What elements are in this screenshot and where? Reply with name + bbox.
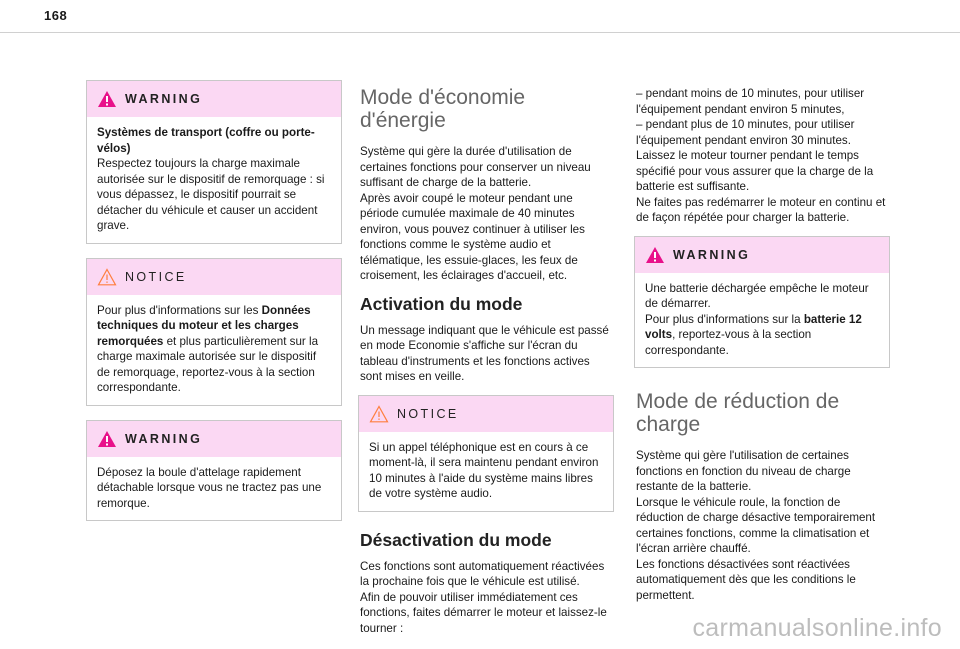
notice-title: NOTICE (125, 269, 187, 284)
notice-triangle-icon (369, 405, 389, 423)
warning-text: Respectez toujours la charge maximale autorisée sur le dispositif de remorquage : si vous dépassez, le dispositif pourrait se détacher du véhicule et causer un accident grave. (97, 157, 325, 232)
warning-triangle-icon (97, 90, 117, 108)
reduction-paragraph-2: Lorsque le véhicule roule, la fonction de réduction de charge désactive temporairement certaines fonctions, comme la climatisation et l'écran arrière chauffé. (636, 495, 876, 555)
warning-title: WARNING (125, 92, 203, 106)
deactivation-text (360, 559, 614, 637)
run-engine-text: Laissez le moteur tourner pendant le temps spécifié pour vous assurer que la charge de la batterie est suffisante. (636, 149, 874, 193)
subsection-title-activation: Activation du mode (360, 293, 523, 314)
warning-header (87, 421, 341, 457)
warning-header (87, 81, 341, 117)
intro-paragraph-1: Système qui gère la durée d'utilisation de certaines fonctions pour conserver un niveau suffisant de charge de la batterie. (360, 145, 591, 189)
warning-title: WARNING (125, 431, 203, 446)
notice-text-after: et plus particulièrement sur la charge maximale autorisée sur le dispositif de remorquage, reportez-vous à la section correspondante. (97, 334, 319, 394)
notice-triangle-icon (97, 268, 117, 286)
duration-item-2: – pendant plus de 10 minutes, pour utiliser l'équipement pendant environ 30 minutes. (636, 118, 855, 147)
warning-text-after: , reportez-vous à la section correspondante. (645, 328, 812, 357)
notice-text-bold: Données techniques du moteur et les charges remorquées (97, 303, 311, 348)
activation-text (360, 323, 614, 385)
warning-body (635, 273, 889, 368)
notice-box-technical-data (86, 258, 342, 406)
warning-title: WARNING (673, 247, 751, 262)
column-1 (86, 80, 342, 535)
notice-body (87, 295, 341, 405)
deactivation-paragraph-2: Afin de pouvoir utiliser immédiatement ces fonctions, faites démarrer le moteur et laissez-le tourner : (360, 590, 607, 635)
energy-economy-intro (360, 144, 614, 284)
column-2 (358, 80, 614, 646)
warning-triangle-icon (645, 246, 665, 264)
deactivation-paragraph-1: Ces fonctions sont automatiquement réactivées la prochaine fois que le véhicule est utilisé. (360, 559, 605, 588)
load-reduction-text (636, 448, 890, 603)
header-divider (0, 32, 960, 33)
warning-header (635, 237, 889, 273)
section-title-energy-economy: Mode d'économie d'énergie (360, 86, 526, 132)
notice-text-before: Pour plus d'informations sur les (97, 303, 262, 317)
warning-heading: Systèmes de transport (coffre ou porte-vélos) (97, 126, 315, 155)
warning-box-battery (634, 236, 890, 369)
section-title-load-reduction: Mode de réduction de charge (636, 390, 840, 436)
warning-text-1: Une batterie déchargée empêche le moteur de démarrer. (645, 281, 869, 310)
notice-box-phone-call (358, 395, 614, 512)
warning-box-transport (86, 80, 342, 244)
warning-body (87, 457, 341, 521)
warning-body (87, 117, 341, 243)
watermark: carmanualsonline.info (692, 614, 942, 642)
warning-text-before: Pour plus d'informations sur la (645, 312, 804, 326)
warning-text: Déposez la boule d'attelage rapidement détachable lorsque vous ne tractez pas une remorque. (97, 465, 322, 510)
reduction-paragraph-1: Système qui gère l'utilisation de certaines fonctions en fonction du niveau de charge restante de la batterie. (636, 449, 851, 493)
notice-title: NOTICE (397, 406, 459, 421)
notice-body (359, 432, 613, 511)
notice-text: Si un appel téléphonique est en cours à ce moment-là, il sera maintenu pendant environ 10 minutes à l'aide du système mains libres de votre système audio. (369, 440, 599, 500)
no-restart-text: Ne faites pas redémarrer le moteur en continu et de façon répétée pour charger la batterie. (636, 195, 886, 224)
reduction-paragraph-3: Les fonctions désactivées sont réactivées automatiquement dès que les conditions le permettent. (636, 557, 856, 602)
duration-item-1: – pendant moins de 10 minutes, pour utiliser l'équipement pendant environ 5 minutes, (636, 87, 865, 116)
subsection-title-deactivation: Désactivation du mode (360, 529, 552, 550)
intro-paragraph-2: Après avoir coupé le moteur pendant une période cumulée maximale de 40 minutes environ, vous pouvez continuer à utiliser les fonctions comme le système audio et télématique, les essuie-glaces, les feux de croisement, les éclairages d'accueil, etc. (360, 191, 585, 282)
warning-text-bold: batterie 12 volts (645, 312, 862, 341)
activation-paragraph: Un message indiquant que le véhicule est passé en mode Economie s'affiche sur l'écran du tableau d'instruments et les fonctions actives sont mises en veille. (360, 323, 609, 383)
column-3 (634, 86, 890, 613)
notice-header (87, 259, 341, 295)
warning-box-towball (86, 420, 342, 522)
notice-header (359, 396, 613, 432)
page-number: 168 (44, 8, 68, 23)
duration-list (636, 86, 890, 226)
warning-triangle-icon (97, 430, 117, 448)
